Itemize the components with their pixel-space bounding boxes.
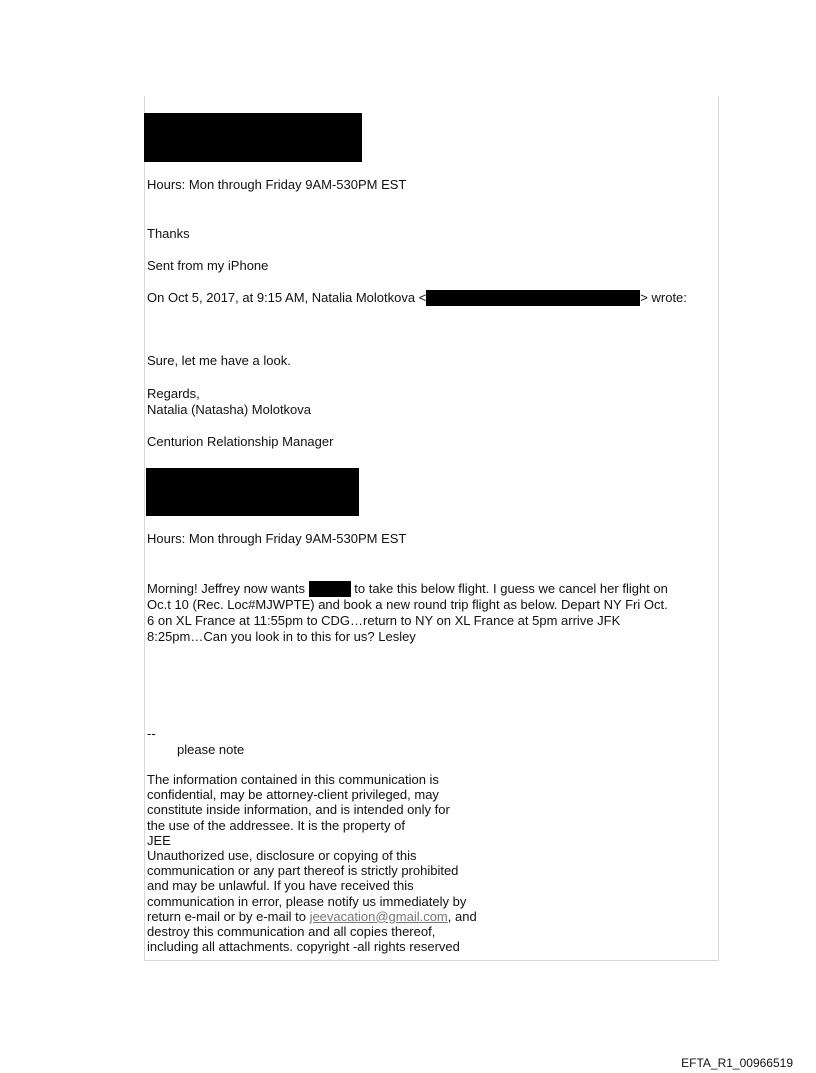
thanks-text: Thanks: [147, 226, 190, 241]
morning-message-line-2: Oc.t 10 (Rec. Loc#MJWPTE) and book a new round trip flight as below. Depart NY Fri Oct.: [147, 597, 668, 612]
return-prefix: return e-mail or by e-mail to: [147, 908, 310, 924]
disclaimer-line: including all attachments. copyright -all rights reserved: [147, 939, 460, 955]
signer-title: Centurion Relationship Manager: [147, 434, 334, 449]
hours-line-top: Hours: Mon through Friday 9AM-530PM EST: [147, 177, 407, 192]
disclaimer-line: confidential, may be attorney-client privileged, may: [147, 787, 439, 803]
sure-text: Sure, let me have a look.: [147, 353, 291, 368]
sent-from-text: Sent from my iPhone: [147, 258, 269, 273]
reply-header-suffix: > wrote:: [640, 290, 687, 305]
morning-message-line-1: [147, 581, 668, 597]
disclaimer-return-line: [147, 909, 477, 924]
disclaimer-line: The information contained in this communication is: [147, 772, 439, 787]
redaction-email-address: [426, 290, 640, 306]
morning-line1-part-b: to take this below flight. I guess we cancel her flight on: [354, 581, 668, 596]
disclaimer-line: destroy this communication and all copies thereof,: [147, 924, 436, 940]
morning-line1-part-a: Morning! Jeffrey now wants: [147, 581, 305, 596]
hours-line-bottom: Hours: Mon through Friday 9AM-530PM EST: [147, 531, 407, 546]
regards-text: Regards,: [147, 386, 200, 401]
redaction-block-top: [144, 113, 362, 162]
disclaimer-line: the use of the addressee. It is the property of: [147, 817, 405, 833]
morning-message-line-4: 8:25pm…Can you look in to this for us? Lesley: [147, 629, 416, 644]
email-link[interactable]: jeevacation@gmail.com: [309, 908, 448, 924]
disclaimer-please-note: please note: [177, 742, 245, 757]
disclaimer-dashes: --: [147, 726, 156, 741]
disclaimer-line: JEE: [147, 832, 171, 848]
disclaimer-line: Unauthorized use, disclosure or copying of this: [147, 848, 417, 864]
redaction-block-signature: [146, 468, 359, 516]
document-id: EFTA_R1_00966519: [681, 1056, 793, 1070]
signer-name: Natalia (Natasha) Molotkova: [147, 402, 312, 417]
redaction-name: [309, 581, 351, 597]
disclaimer-body: [147, 772, 477, 954]
morning-message-line-3: 6 on XL France at 11:55pm to CDG…return to NY on XL France at 5pm arrive JFK: [147, 613, 621, 628]
disclaimer-line: constitute inside information, and is intended only for: [147, 802, 450, 818]
return-suffix: , and: [447, 908, 477, 924]
disclaimer-line: communication in error, please notify us immediately by: [147, 893, 467, 909]
reply-header-line: [147, 290, 687, 306]
reply-header-prefix: On Oct 5, 2017, at 9:15 AM, Natalia Molotkova <: [147, 290, 427, 305]
disclaimer-line: and may be unlawful. If you have received this: [147, 878, 414, 894]
disclaimer-line: communication or any part thereof is strictly prohibited: [147, 863, 459, 879]
